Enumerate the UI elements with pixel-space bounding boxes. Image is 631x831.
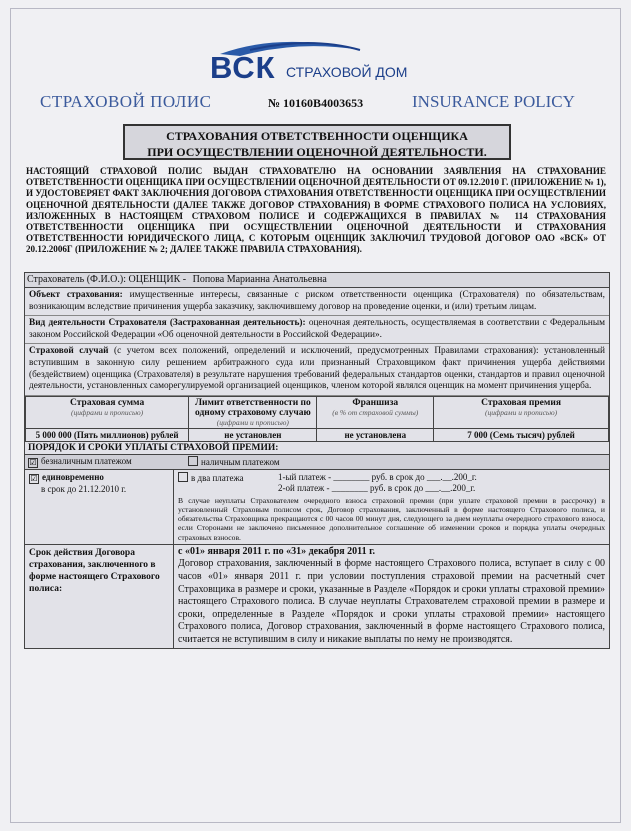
policy-table: [24, 272, 610, 649]
two-payments-label: в два платежа: [191, 472, 244, 483]
insurer-row: [25, 273, 609, 288]
payment-order-title: ПОРЯДОК И СРОКИ УПЛАТЫ СТРАХОВОЙ ПРЕМИИ:: [25, 442, 609, 455]
logo-brand: ВСК: [210, 50, 276, 85]
sums-value-row: [26, 428, 609, 441]
title-line-1: СТРАХОВАНИЯ ОТВЕТСТВЕННОСТИ ОЦЕНЩИКА: [166, 129, 468, 143]
premium-header-sub: (цифрами и прописью): [484, 407, 558, 417]
sum-header: Страховая сумма: [70, 397, 145, 408]
limit-header: Лимит ответственности по одному страховому случаю: [194, 397, 311, 418]
cash-label: наличным платежом: [201, 456, 280, 467]
limit-header-sub: (цифрами и прописью): [216, 417, 289, 427]
deductible-value: не установлена: [317, 428, 434, 441]
cash-option: [188, 456, 280, 468]
vsk-logo: [210, 36, 430, 86]
limit-value: не установлен: [189, 428, 317, 441]
cashless-checkbox: ☑: [29, 457, 37, 467]
sum-header-sub: (цифрами и прописью): [71, 407, 144, 417]
single-payment-cell: [25, 470, 174, 544]
sums-header-row: [26, 396, 609, 428]
policy-header: [0, 92, 631, 114]
case-section: [25, 344, 609, 395]
case-text: (с учетом всех положений, определений и исключений, предусмотренных Правилами страхования): установленный вступившим в законную силу решением арбитражного суда или признанный Страховщиком факт причинения ущерба действиями (бездействием) оценщика (Страхователя) в результате нарушения требований федеральных стандартов оценки, стандартов и правил оценочной деятельности, установленных саморегулируемой организацией оценщиков, членом которой являлся оценщик на момент причинения ущерба.: [29, 346, 606, 392]
premium-header: Страховая премия: [481, 397, 561, 408]
first-payment: 1-ый платеж - ________ руб. в срок до ___.__.200_г.: [278, 471, 477, 482]
insurer-name: Попова Марианна Анатольевна: [192, 274, 327, 285]
payment-schedule-row: [25, 470, 609, 545]
nonpayment-note: В случае неуплаты Страхователем очередного взноса страховой премии (при уплате страховой премии в рассрочку) в установленный Страховым полисом срок, Договор страхования, заключенный в форме настоящего Страхового полиса, и обязательства Страховщика прекращаются с 00 часов 00 минут дня, следующего за днем неуплаты очередного страхового взноса, если Сторонами не заключено письменное дополнительное соглашение об изменении сроков и порядка уплаты очередных страховых взносов.: [178, 495, 605, 542]
deductible-header: Франшиза: [352, 397, 399, 408]
payment-method-row: [25, 455, 609, 470]
installments-cell: [174, 470, 609, 544]
term-label: Срок действия Договора страхования, заключенного в форме настоящего Страхового полиса:: [25, 545, 174, 648]
deductible-header-sub: (в % от страховой суммы): [332, 407, 419, 417]
single-label: единовременно: [42, 471, 104, 482]
activity-section: [25, 316, 609, 344]
activity-label: Вид деятельности Страхователя (Застрахованная деятельность):: [29, 318, 306, 329]
object-label: Объект страхования:: [29, 290, 123, 300]
activity-text: оценочная деятельность, осуществляемая в соответствии с Федеральным законом Российской Федерации «Об оценочной деятельности в Российской Федерации».: [29, 318, 605, 340]
header-ru: СТРАХОВОЙ ПОЛИС: [40, 92, 212, 111]
second-payment: 2-ой платеж - ________ руб. в срок до ___.__.200_г.: [278, 482, 476, 493]
policy-title: [123, 124, 511, 160]
policy-number: № 10160B4003653: [268, 96, 364, 110]
premium-value: 7 000 (Семь тысяч) рублей: [434, 428, 609, 441]
intro-paragraph: НАСТОЯЩИЙ СТРАХОВОЙ ПОЛИС ВЫДАН СТРАХОВАТЕЛЮ НА ОСНОВАНИИ ЗАЯВЛЕНИЯ НА СТРАХОВАНИЕ ОТВЕТСТВЕННОСТИ ОЦЕНЩИКА ПРИ ОСУЩЕСТВЛЕНИИ ОЦЕНОЧНОЙ ДЕЯТЕЛЬНОСТИ ОТ 09.12.2010 Г. (ПРИЛОЖЕНИЕ № 1), И УДОСТОВЕРЯЕТ ФАКТ ЗАКЛЮЧЕНИЯ ДОГОВОРА СТРАХОВАНИЯ ОТВЕТСТВЕННОСТИ ОЦЕНЩИКА ПРИ ОСУЩЕСТВЛЕНИИ ОЦЕНОЧНОЙ ДЕЯТЕЛЬНОСТИ (ДАЛЕЕ ТАКЖЕ ДОГОВОР СТРАХОВАНИЯ) В ФОРМЕ СТРАХОВОГО ПОЛИСА НА УСЛОВИЯХ, ИЗЛОЖЕННЫХ В НАСТОЯЩЕМ СТРАХОВОМ ПОЛИСЕ И СОДЕРЖАЩИХСЯ В ПРАВИЛАХ № 114 СТРАХОВАНИЯ ОТВЕТСТВЕННОСТИ ОЦЕНЩИКА ПРИ ОСУЩЕСТВЛЕНИИ ОЦЕНОЧНОЙ ДЕЯТЕЛЬНОСТИ И СТРАХОВАНИЯ ОТВЕТСТВЕННОСТИ ЮРИДИЧЕСКОГО ЛИЦА, С КОТОРЫМ ОЦЕНЩИК ЗАКЛЮЧИЛ ТРУДОВОЙ ДОГОВОР ОАО «ВСК» ОТ 20.12.2006Г (ПРИЛОЖЕНИЕ № 2; ДАЛЕЕ ТАКЖЕ ПРАВИЛА СТРАХОВАНИЯ).: [26, 166, 606, 255]
sum-value: 5 000 000 (Пять миллионов) рублей: [26, 428, 189, 441]
case-label: Страховой случай: [29, 346, 109, 357]
term-row: [25, 545, 609, 648]
term-text: Договор страхования, заключенный в форме настоящего Страхового полиса, вступает в силу с 00 часов «01» января 2011 г. при условии поступления страховой премии на расчетный счет Страховщика в размере и сроки, указанные в Разделе «Порядок и сроки уплаты страховой премии» настоящего Страхового полиса. В случае неуплаты Страхователем страховой премии в размере и сроки, определенные в Разделе «Порядок и сроки уплаты страховой премии» настоящего Страхового полиса, Договор страхования, заключенный в форме настоящего Страхового полиса, считается не вступившим в силу и никакие выплаты по нему не производятся.: [178, 558, 605, 645]
insurer-label: Страхователь (Ф.И.О.): ОЦЕНЩИК -: [27, 274, 187, 285]
title-line-2: ПРИ ОСУЩЕСТВЛЕНИИ ОЦЕНОЧНОЙ ДЕЯТЕЛЬНОСТИ.: [147, 145, 487, 159]
single-checkbox: ☑: [30, 473, 38, 483]
sums-table: [25, 396, 609, 442]
object-section: [25, 288, 609, 316]
object-text: имущественные интересы, связанные с риском ответственности оценщика (Страхователя) по обязательствам, возникающим вследствие причинения ущерба заказчику, заключившему договор на проведение оценки, и (или) третьим лицам.: [29, 290, 605, 312]
two-payments-checkbox: [178, 472, 188, 482]
single-due: в срок до 21.12.2010 г.: [41, 483, 127, 494]
cash-checkbox: [188, 456, 198, 466]
cashless-label: безналичным платежом: [41, 455, 132, 466]
logo-subtitle: СТРАХОВОЙ ДОМ: [286, 64, 408, 80]
term-content: [174, 545, 609, 648]
cashless-option: [28, 456, 188, 468]
term-dates: с «01» января 2011 г. по «31» декабря 2011 г.: [178, 545, 376, 557]
header-en: INSURANCE POLICY: [412, 92, 575, 111]
